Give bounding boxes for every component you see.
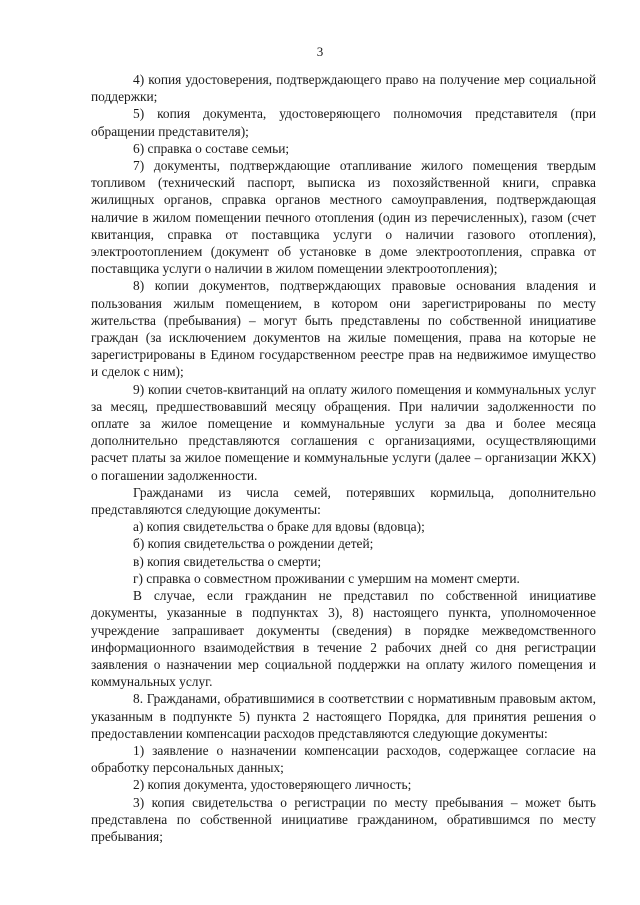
paragraph-item-5: 5) копия документа, удостоверяющего полномочия представителя (при обращении представителя); xyxy=(91,106,596,139)
paragraph-breadwinner-intro: Гражданами из числа семей, потерявших кормильца, дополнительно представляются следующие документы: xyxy=(91,484,596,518)
paragraph-item-9: 9) копии счетов-квитанций на оплату жилого помещения и коммунальных услуг за месяц, предшествовавший месяцу обращения. При наличии задолженности по оплате за жилое помещение и коммунальные услуги за два и более месяца дополнительно представляются соглашения с организациями, осуществляющими расчет платы за жилое помещение и коммунальные услуги (далее – организации ЖКХ) о погашении задолженности. xyxy=(91,381,596,483)
paragraph-section-8: 8. Гражданами, обратившимися в соответствии с нормативным правовым актом, указанным в подпункте 5) пункта 2 настоящего Порядка, для принятия решения о предоставлении компенсации расходов представляются следующие документы: xyxy=(91,691,596,741)
paragraph-item-a: а) копия свидетельства о браке для вдовы (вдовца); xyxy=(133,519,425,535)
paragraph-item-v: в) копия свидетельства о смерти; xyxy=(133,553,322,569)
page-number: 3 xyxy=(316,44,324,59)
document-body xyxy=(91,71,596,845)
paragraph-item-g: г) справка о совместном проживании с умершим на момент смерти. xyxy=(133,570,520,586)
paragraph-interagency-request: В случае, если гражданин не представил по собственной инициативе документы, указанные в подпунктах 3), 8) настоящего пункта, уполномоченное учреждение запрашивает документы (сведения) в порядке межведомственного информационного взаимодействия в течение 2 рабочих дней со дня регистрации заявления о назначении мер социальной поддержки на оплату жилого помещения и коммунальных услуг. xyxy=(91,588,596,690)
paragraph-section-8-item-2: 2) копия документа, удостоверяющего личность; xyxy=(133,777,412,793)
paragraph-item-7: 7) документы, подтверждающие отапливание жилого помещения твердым топливом (технический паспорт, выписка из похозяйственной книги, справка жилищных органов, справка органов местного самоуправления, подтверждающая наличие в жилом помещении печного отопления (один из перечисленных), газом (счет квитанция, справка от поставщика услуги о наличии газового отопления), электроотоплением (документ об установке в доме электроотопления, справка от поставщика услуги о наличии в жилом помещении электроотопления); xyxy=(91,158,596,277)
paragraph-item-6: 6) справка о составе семьи; xyxy=(133,140,290,156)
paragraph-section-8-item-3: 3) копия свидетельства о регистрации по месту пребывания – может быть представлена по собственной инициативе гражданином, обратившимся по месту пребывания; xyxy=(91,794,596,844)
paragraph-item-b: б) копия свидетельства о рождении детей; xyxy=(133,536,374,552)
paragraph-item-8: 8) копии документов, подтверждающих правовые основания владения и пользования жилым помещением, в котором они зарегистрированы по месту жительства (пребывания) – могут быть представлены по собственной инициативе граждан (за исключением документов на жилые помещения, права на которые не зарегистрированы в Едином государственном реестре прав на недвижимое имущество и сделок с ним); xyxy=(91,278,596,380)
paragraph-section-8-item-1: 1) заявление о назначении компенсации расходов, содержащее согласие на обработку персональных данных; xyxy=(91,742,596,776)
paragraph-item-4: 4) копия удостоверения, подтверждающего право на получение мер социальной поддержки; xyxy=(91,72,596,105)
